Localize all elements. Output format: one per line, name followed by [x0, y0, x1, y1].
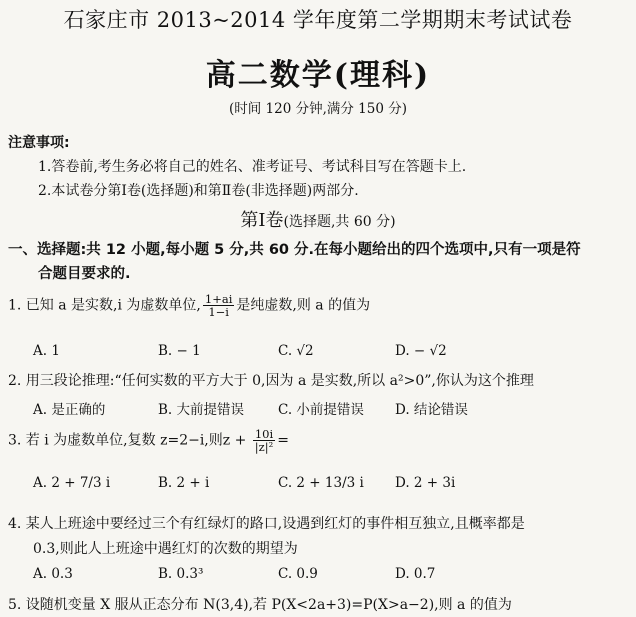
option-d: D. − √2 — [395, 343, 447, 359]
option-a: A. 2 + 7/3 i — [33, 475, 111, 491]
notice-heading: 注意事项: — [8, 135, 70, 151]
question-text: 1. 已知 a 是实数,i 为虚数单位, — [8, 297, 201, 314]
option-a: A. 0.3 — [33, 566, 73, 582]
question-text: = — [277, 432, 289, 449]
option-c: C. 小前提错误 — [278, 402, 364, 418]
option-d: D. 0.7 — [395, 566, 436, 582]
question-text: 3. 若 i 为虚数单位,复数 z=2−i,则z + — [8, 432, 251, 449]
option-b: B. 0.3³ — [158, 566, 204, 582]
option-b: B. 大前提错误 — [158, 402, 245, 418]
option-d: D. 2 + 3i — [395, 475, 456, 491]
fraction-denominator: 1−i — [208, 305, 229, 320]
option-a: A. 是正确的 — [33, 402, 106, 418]
part-label: 第Ⅰ卷 — [240, 210, 284, 231]
fraction-numerator: 10i — [253, 428, 275, 441]
option-b: B. − 1 — [158, 343, 201, 359]
question-1 — [8, 293, 370, 318]
time-note: (时间 120 分钟,满分 150 分) — [228, 101, 408, 117]
question-3 — [8, 428, 289, 453]
option-c: C. 2 + 13/3 i — [278, 475, 364, 491]
part-note: (选择题,共 60 分) — [283, 214, 396, 230]
fraction-numerator: 1+ai — [204, 292, 233, 306]
exam-title: 石家庄市 2013~2014 学年度第二学期期末考试试卷 — [63, 8, 573, 32]
fraction — [203, 293, 235, 318]
option-c: C. 0.9 — [278, 566, 318, 582]
section-heading: 一、选择题:共 12 小题,每小题 5 分,共 60 分.在每小题给出的四个选项中,只有一项是符 — [8, 242, 581, 258]
fraction — [253, 428, 275, 453]
option-d: D. 结论错误 — [395, 402, 468, 418]
notice-item: 1.答卷前,考生务必将自己的姓名、准考证号、考试科目写在答题卡上. — [38, 159, 467, 175]
part-title — [0, 206, 636, 232]
question-4: 4. 某人上班途中要经过三个有红绿灯的路口,设遇到红灯的事件相互独立,且概率都是 — [8, 516, 525, 532]
option-a: A. 1 — [33, 343, 60, 359]
section-heading-cont: 合题目要求的. — [38, 266, 131, 282]
question-2: 2. 用三段论推理:“任何实数的平方大于 0,因为 a 是实数,所以 a²>0”,你认为这个推理 — [8, 373, 534, 389]
notice-item: 2.本试卷分第Ⅰ卷(选择题)和第Ⅱ卷(非选择题)两部分. — [38, 183, 359, 199]
question-text: 是纯虚数,则 a 的值为 — [236, 297, 371, 314]
exam-subtitle: 高二数学(理科) — [205, 58, 431, 93]
question-4-cont: 0.3,则此人上班途中遇红灯的次数的期望为 — [33, 541, 298, 557]
option-b: B. 2 + i — [158, 475, 210, 491]
question-5: 5. 设随机变量 X 服从正态分布 N(3,4),若 P(X<2a+3)=P(X>a−2),则 a 的值为 — [8, 597, 512, 613]
fraction-denominator: |z|² — [254, 440, 274, 455]
option-c: C. √2 — [278, 343, 314, 359]
